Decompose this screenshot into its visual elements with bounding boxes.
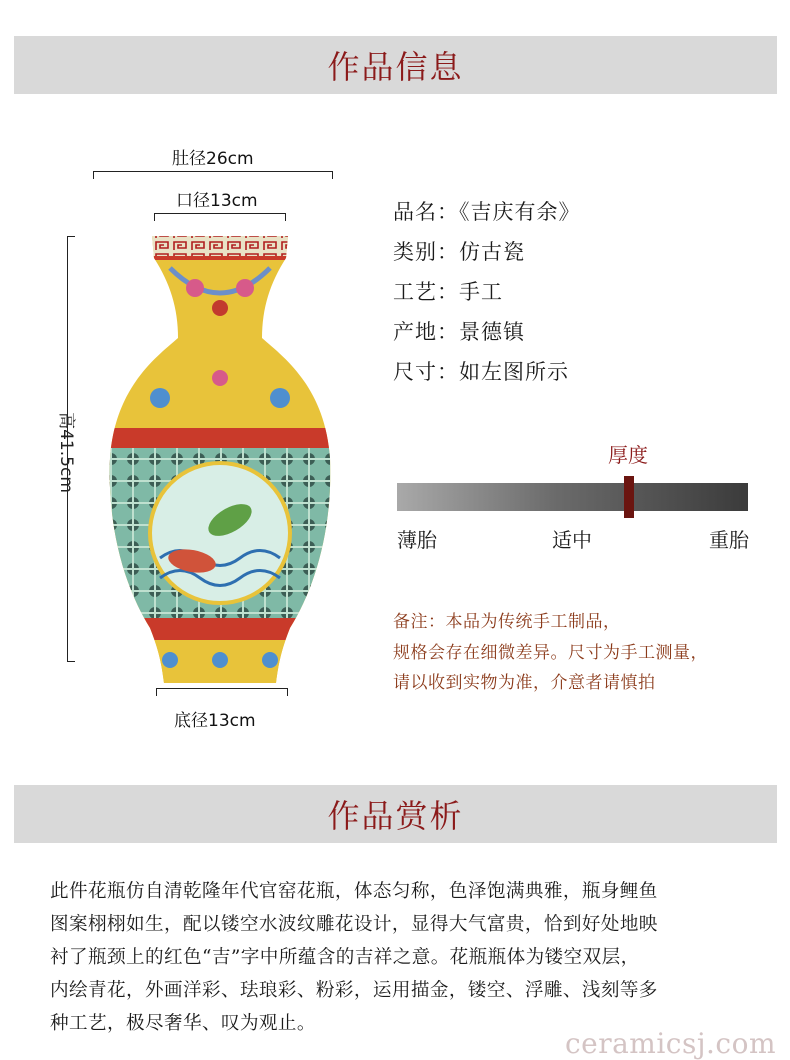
section-banner-info xyxy=(14,36,777,94)
belly-diameter-label: 肚径26cm xyxy=(172,149,254,169)
thickness-bar xyxy=(397,483,748,511)
note-line-3: 请以收到实物为准，介意者请慎拍 xyxy=(393,673,656,693)
section-title-info: 作品信息 xyxy=(327,48,464,86)
base-diameter-label: 底径13cm xyxy=(174,711,256,731)
thickness-medium-label: 适中 xyxy=(552,528,592,552)
thickness-heavy-label: 重胎 xyxy=(709,528,749,552)
spec-size: 尺寸：如左图所示 xyxy=(393,360,569,384)
watermark: ceramicsj.com xyxy=(564,1027,776,1060)
mouth-diameter-label: 口径13cm xyxy=(176,191,258,211)
description-line-2: 图案栩栩如生，配以镂空水波纹雕花设计，显得大气富贵，恰到好处地映 xyxy=(50,914,658,935)
spec-name: 品名：《吉庆有余》 xyxy=(393,200,581,224)
description-line-4: 内绘青花，外画洋彩、珐琅彩、粉彩，运用描金，镂空、浮雕、浅刻等多 xyxy=(50,980,658,1001)
section-title-appreciation: 作品赏析 xyxy=(327,797,464,835)
spec-origin: 产地：景德镇 xyxy=(393,320,525,344)
thickness-marker xyxy=(624,476,634,518)
description-line-5: 种工艺，极尽奢华、叹为观止。 xyxy=(50,1013,316,1034)
description-line-3: 衬了瓶颈上的红色“吉”字中所蕴含的吉祥之意。花瓶瓶体为镂空双层， xyxy=(50,947,640,968)
thickness-title: 厚度 xyxy=(608,443,648,467)
height-label: 高41.5cm xyxy=(55,412,76,493)
belly-diameter-line xyxy=(93,171,333,172)
description-line-1: 此件花瓶仿自清乾隆年代官窑花瓶，体态匀称，色泽饱满典雅，瓶身鲤鱼 xyxy=(50,881,658,902)
spec-category: 类别：仿古瓷 xyxy=(393,240,525,264)
spec-craft: 工艺：手工 xyxy=(393,280,503,304)
base-diameter-line xyxy=(156,688,288,689)
mouth-diameter-line xyxy=(154,213,286,214)
section-banner-appreciation xyxy=(14,785,777,843)
thickness-thin-label: 薄胎 xyxy=(397,528,437,552)
note-line-1: 备注：本品为传统手工制品， xyxy=(393,612,621,632)
vase-image xyxy=(100,228,340,688)
note-line-2: 规格会存在细微差异。尺寸为手工测量， xyxy=(393,643,708,663)
